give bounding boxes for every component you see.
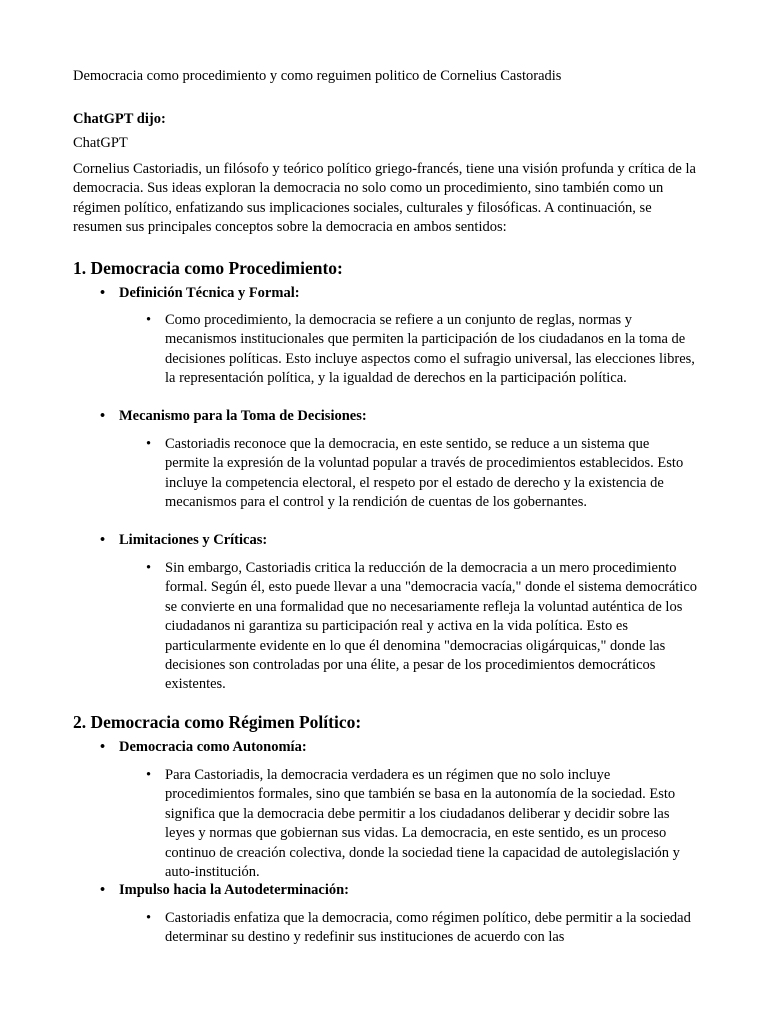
chatgpt-sublabel: ChatGPT xyxy=(73,135,128,151)
list-item-text: • Castoriadis reconoce que la democracia, en este sentido, se reduce a un sistema que permite la expresión de la voluntad popular a través de procedimientos establecidos. Esto incluye la competencia electoral, el respeto por el estado de derecho y la existencia de mecanismos para el control y la rendición de cuentas de los gobernantes. xyxy=(147,435,697,513)
list-item-text: • Castoriadis enfatiza que la democracia, como régimen político, debe permitir a la sociedad determinar su destino y redefinir sus instituciones de acuerdo con las xyxy=(147,909,697,948)
list-item-label: • Mecanismo para la Toma de Decisiones: xyxy=(101,407,691,426)
list-item-text: • Sin embargo, Castoriadis critica la reducción de la democracia a un mero procedimiento formal. Según él, esto puede llevar a una "democracia vacía," donde el sistema democrático se convierte en una formalidad que no necesariamente refleja la voluntad auténtica de los ciudadanos ni garantiza su participación real y activa en la vida política. Esto es particularmente evidente en lo que él denomina "democracias oligárquicas," donde las decisiones son controladas por una élite, a pesar de los procedimientos democráticos existentes. xyxy=(147,559,697,695)
list-item-text: • Para Castoriadis, la democracia verdadera es un régimen que no solo incluye procedimientos formales, sino que también se basa en la autonomía de la sociedad. Esto significa que la democracia debe permitir a los ciudadanos deliberar y decidir sobre las leyes y normas que gobiernan sus vidas. La democracia, en este sentido, es un proceso continuo de creación colectiva, donde la sociedad tiene la capacidad de autolegislación y auto-institución. xyxy=(147,766,697,882)
chatgpt-said-label: ChatGPT dijo: xyxy=(73,111,166,127)
list-item-label: • Impulso hacia la Autodeterminación: xyxy=(101,881,691,900)
section-heading: 1. Democracia como Procedimiento: xyxy=(73,258,343,278)
list-item-label: • Definición Técnica y Formal: xyxy=(101,284,691,303)
document-title: Democracia como procedimiento y como reguimen politico de Cornelius Castoradis xyxy=(73,68,562,84)
list-item-text: • Como procedimiento, la democracia se refiere a un conjunto de reglas, normas y mecanismos institucionales que permiten la participación de los ciudadanos en la toma de decisiones políticas. Esto incluye aspectos como el sufragio universal, las elecciones libres, la representación política, y la igualdad de derechos en la participación política. xyxy=(147,311,697,389)
intro-paragraph: Cornelius Castoriadis, un filósofo y teórico político griego-francés, tiene una visión profunda y crítica de la democracia. Sus ideas exploran la democracia no solo como un procedimiento, sino también como un régimen político, enfatizando sus implicaciones sociales, culturales y filosóficas. A continuación, se resumen sus principales conceptos sobre la democracia en ambos sentidos: xyxy=(73,161,696,235)
list-item-label: • Limitaciones y Críticas: xyxy=(101,531,691,550)
section-heading: 2. Democracia como Régimen Político: xyxy=(73,712,362,732)
list-item-label: • Democracia como Autonomía: xyxy=(101,738,691,757)
